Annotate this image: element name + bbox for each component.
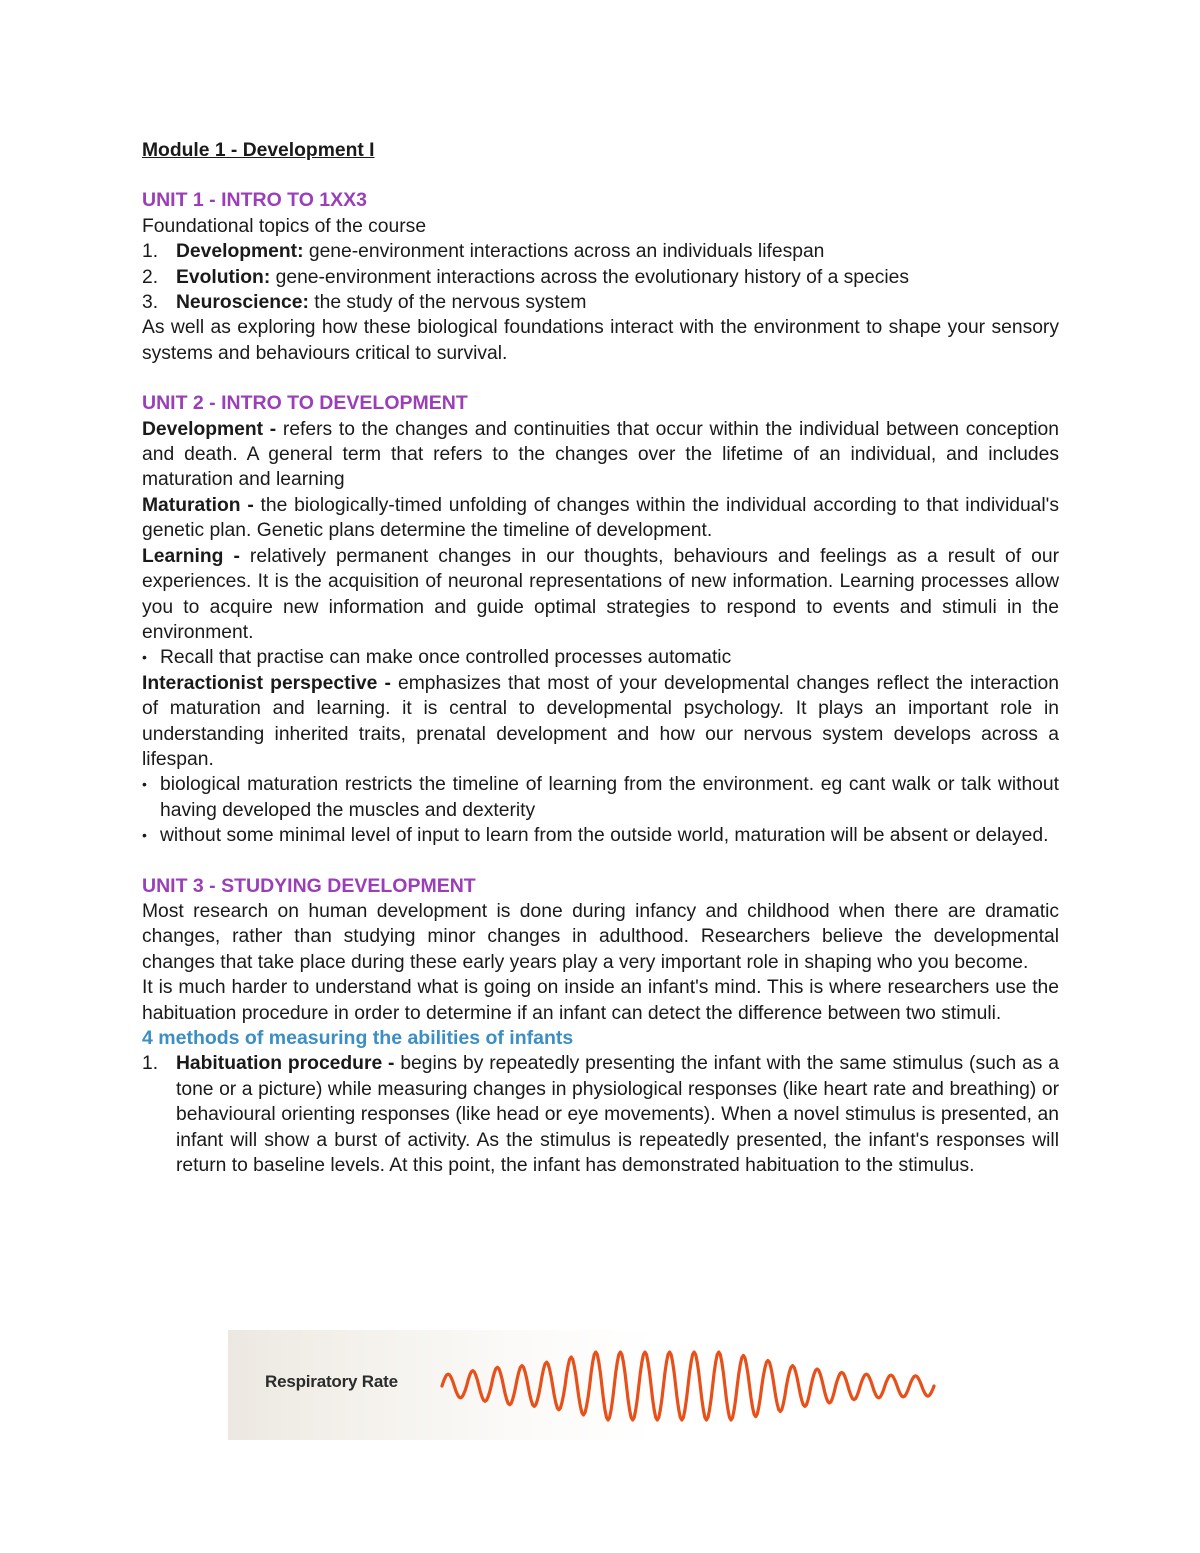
unit1-heading: UNIT 1 - INTRO TO 1XX3 — [142, 189, 368, 212]
definition-term: Learning - — [142, 545, 240, 567]
respiratory-wave-line — [442, 1352, 934, 1420]
bullet-icon: • — [142, 776, 147, 793]
definition-text: relatively permanent changes in our thoughts, behaviours and feelings as a result of our experiences. It is the acquisition of neuronal representations of new information. Learning processes allow you to acquire new information and guide optimal strategies to respond to events and stimuli in the environment. — [142, 545, 1059, 643]
definition-term: Maturation - — [142, 494, 254, 516]
list-item — [142, 239, 1059, 264]
method-term: Habituation procedure - — [176, 1053, 395, 1075]
list-item — [142, 1051, 1059, 1178]
figure-label: Respiratory Rate — [265, 1372, 398, 1391]
topic-text: the study of the nervous system — [308, 292, 587, 314]
method-text: begins by repeatedly presenting the infant with the same stimulus (such as a tone or a picture) while measuring changes in physiological responses (like heart rate and breathing) or behavioural orienting responses (like head or eye movements). When a novel stimulus is presented, an infant will show a burst of activity. As the stimulus is repeatedly presented, the infant's responses will return to baseline levels. At this point, the infant has demonstrated habituation to the stimulus. — [176, 1053, 1059, 1177]
definition-text: emphasizes that most of your developmental changes reflect the interaction of maturation and learning. it is central to developmental psychology. It plays an important role in understanding inherited traits, prenatal development and how our nervous system develops across a lifespan. — [142, 672, 1059, 770]
learning-bullets — [142, 645, 1059, 670]
unit3-heading: UNIT 3 - STUDYING DEVELOPMENT — [142, 874, 476, 897]
methods-list — [142, 1051, 1059, 1178]
interactionist-definition — [142, 671, 1059, 773]
document-page — [142, 138, 1059, 1178]
list-number: 2. — [142, 266, 159, 288]
list-item — [142, 772, 1059, 823]
list-number: 3. — [142, 292, 159, 314]
topic-term: Evolution: — [176, 266, 271, 288]
definition-term: Interactionist perspective - — [142, 672, 391, 694]
module-title: Module 1 - Development I — [142, 140, 375, 161]
unit1-topic-list — [142, 239, 1059, 315]
bullet-icon: • — [142, 649, 147, 666]
topic-text: gene-environment interactions across an individuals lifespan — [303, 241, 825, 263]
list-item — [142, 823, 1059, 848]
unit3-paragraph-1: Most research on human development is done during infancy and childhood when there are dramatic changes, rather than studying minor changes in adulthood. Researchers believe the developmental changes that take place during these early years play a very important role in shaping who you become. — [142, 900, 1059, 973]
learning-definition — [142, 544, 1059, 646]
unit2-heading: UNIT 2 - INTRO TO DEVELOPMENT — [142, 392, 468, 415]
list-item — [142, 290, 1059, 315]
topic-text: gene-environment interactions across the evolutionary history of a species — [270, 266, 910, 288]
list-item — [142, 645, 1059, 670]
list-number: 1. — [142, 1053, 159, 1075]
respiratory-wave-graphic — [438, 1344, 938, 1424]
respiratory-rate-figure — [228, 1330, 940, 1440]
topic-term: Neuroscience: — [176, 292, 309, 314]
bullet-text: without some minimal level of input to learn from the outside world, maturation will be absent or delayed. — [160, 825, 1049, 847]
definition-term: Development - — [142, 418, 277, 440]
list-item — [142, 265, 1059, 290]
unit1-intro: Foundational topics of the course — [142, 215, 427, 237]
methods-subheading: 4 methods of measuring the abilities of infants — [142, 1027, 574, 1049]
maturation-definition — [142, 493, 1059, 544]
bullet-text: Recall that practise can make once controlled processes automatic — [160, 647, 732, 669]
bullet-icon: • — [142, 827, 147, 844]
definition-text: refers to the changes and continuities that occur within the individual between conception and death. A general term that refers to the changes over the lifetime of an individual, and includes maturation and learning — [142, 418, 1059, 491]
bullet-text: biological maturation restricts the timeline of learning from the environment. eg cant walk or talk without having developed the muscles and dexterity — [160, 774, 1059, 821]
unit3-paragraph-2: It is much harder to understand what is going on inside an infant's mind. This is where researchers use the habituation procedure in order to determine if an infant can detect the difference between two stimuli. — [142, 977, 1059, 1024]
interactionist-bullets — [142, 772, 1059, 848]
unit1-closing: As well as exploring how these biological foundations interact with the environment to shape your sensory systems and behaviours critical to survival. — [142, 317, 1059, 364]
topic-term: Development: — [176, 241, 304, 263]
list-number: 1. — [142, 241, 159, 263]
definition-text: the biologically-timed unfolding of changes within the individual according to that individual's genetic plan. Genetic plans determine the timeline of development. — [142, 494, 1060, 542]
development-definition — [142, 417, 1059, 493]
